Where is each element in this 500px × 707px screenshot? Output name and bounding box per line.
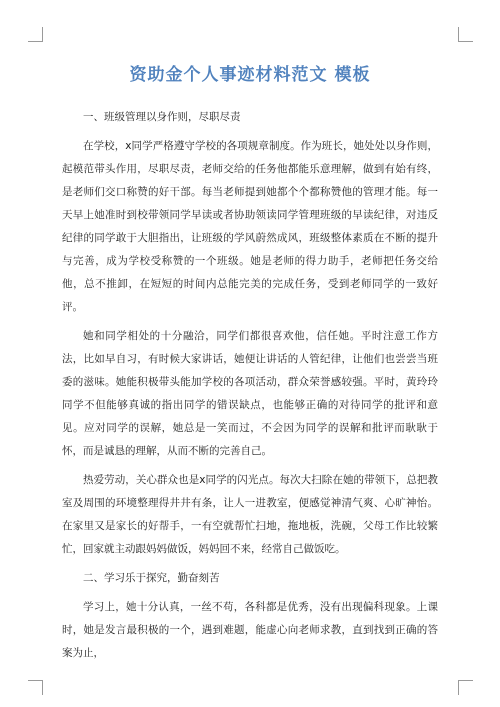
document-body xyxy=(62,106,438,671)
section-heading-2: 二、学习乐于探究，勤奋刻苦 xyxy=(83,572,220,584)
crop-mark-top-right xyxy=(458,27,473,42)
paragraph-1: 在学校，x同学严格遵守学校的各项规章制度。作为班长，她处处以身作则，起模范带头作用，尽职尽责，老师交给的任务他都能乐意理解，做到有始有终，是老师们交口称赞的好干部。每当老师提到她都个个都称赞他的管理才能。每一天早上她准时到校带领同学早读或者协助领读同学管理班级的早读纪律，对违反纪律的同学敢于大胆指出，让班级的学风蔚然成风，班级整体素质在不断的提升与完善，成为学校受称赞的一个班级。她是老师的得力助手，老师把任务交给他，总不推卸，在短短的时间内总能完美的完成任务，受到老师同学的一致好评。 xyxy=(62,140,438,313)
crop-mark-bottom-right xyxy=(458,680,473,695)
paragraph-2: 她和同学相处的十分融洽，同学们都很喜欢他，信任她。平时注意工作方法，比如早自习，有时候大家讲话，她便让讲话的人管纪律，让他们也尝尝当班委的滋味。她能积极带头能加学校的各项活动，群众荣誉感较强。平时，黄玲玲同学不但能够真诚的指出同学的错误缺点，也能够正确的对待同学的批评和意见。应对同学的误解，她总是一笑而过，不会因为同学的误解和批评而耿耿于怀，而是诚恳的理解，从而不断的完善自己。 xyxy=(62,330,438,457)
paragraph-4: 学习上，她十分认真，一丝不苟，各科都是优秀，没有出现偏科现象。上课时，她是发言最积极的一个，遇到难题，能虚心向老师求教，直到找到正确的答案为止， xyxy=(62,601,438,659)
crop-mark-bottom-left xyxy=(28,680,43,695)
crop-mark-top-left xyxy=(28,27,43,42)
paragraph-3: 热爱劳动，关心群众也是x同学的闪光点。每次大扫除在她的带领下，总把教室及周围的环境整理得井井有条，让人一进教室，便感觉神清气爽、心旷神怡。在家里又是家长的好帮手，一有空就帮忙扫地，拖地板，洗碗，父母工作比较繁忙，回家就主动跟妈妈做饭，妈妈回不来，经常自己做饭吃。 xyxy=(62,474,438,555)
section-heading-1: 一、班级管理以身作则，尽职尽责 xyxy=(83,111,241,123)
page-title: 资助金个人事迹材料范文 模板 xyxy=(129,65,371,85)
